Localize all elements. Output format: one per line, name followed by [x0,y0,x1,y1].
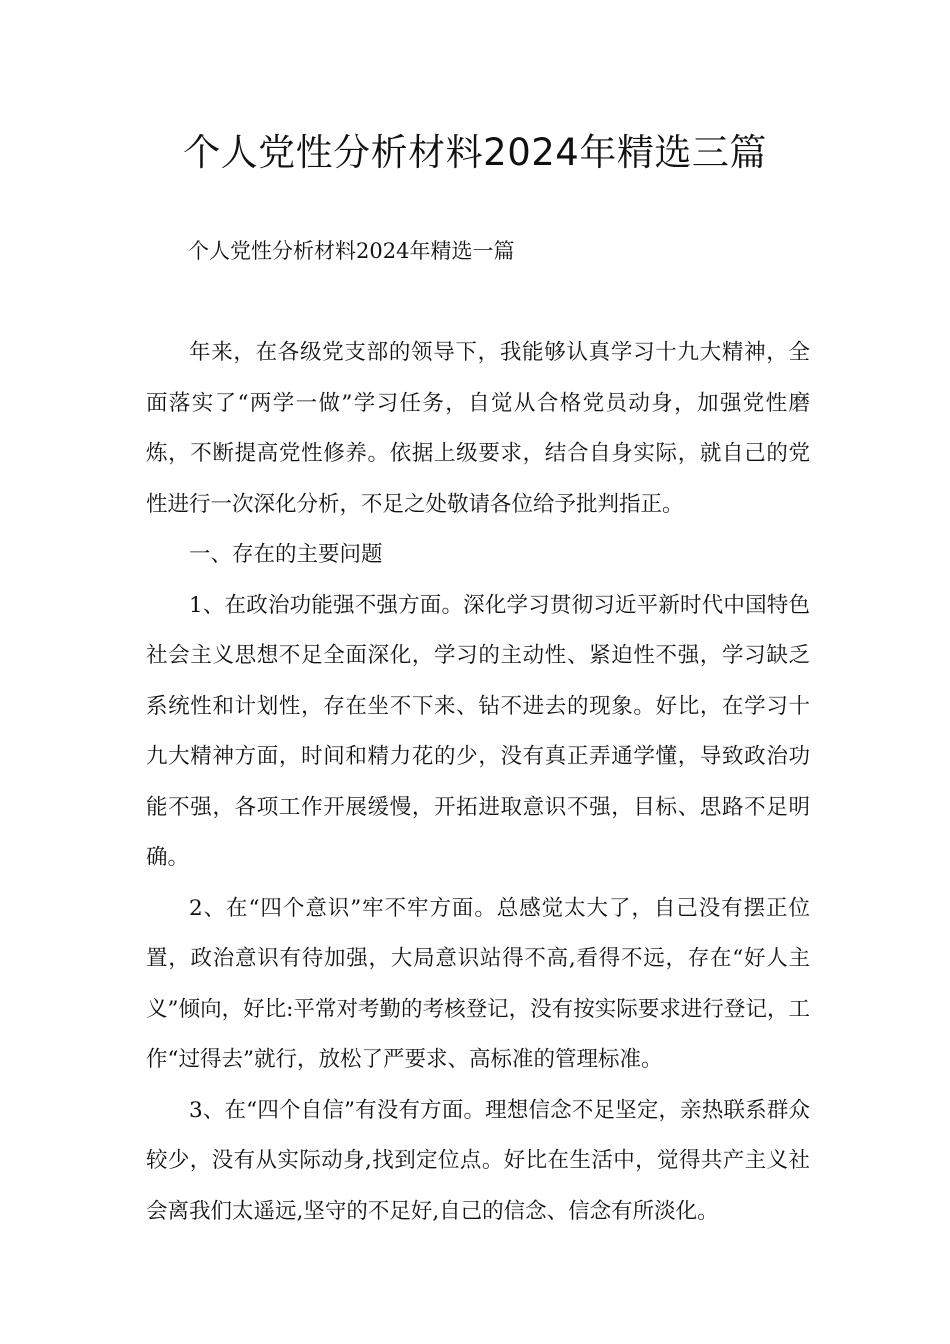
section-heading: 一、存在的主要问题 [189,542,383,567]
paragraph-intro: 年来，在各级党支部的领导下，我能够认真学习十九大精神，全面落实了“两学一做”学习任务，自觉从合格党员动身，加强党性磨炼，不断提高党性修养。依据上级要求，结合自身实际，就自己的党性进行一次深化分析，不足之处敬请各位给予批判指正。 [146,340,810,517]
document-title: 个人党性分析材料2024年精选三篇 [183,131,767,174]
paragraph-item-3: 3、在“四个自信”有没有方面。理想信念不足坚定，亲热联系群众较少，没有从实际动身,找到定位点。好比在生活中，觉得共产主义社会离我们太遥远,坚守的不足好,自己的信念、信念有所淡化。 [146,1097,810,1224]
paragraph-item-1: 1、在政治功能强不强方面。深化学习贯彻习近平新时代中国特色社会主义思想不足全面深化，学习的主动性、紧迫性不强，学习缺乏系统性和计划性，存在坐不下来、钻不进去的现象。好比，在学习十九大精神方面，时间和精力花的少，没有真正弄通学懂，导致政治功能不强，各项工作开展缓慢，开拓进取意识不强，目标、思路不足明确。 [146,592,810,870]
document-body [146,328,810,1237]
paragraph-item-2: 2、在“四个意识”牢不牢方面。总感觉太大了，自己没有摆正位置，政治意识有待加强，大局意识站得不高,看得不远，存在“好人主义”倾向，好比:平常对考勤的考核登记，没有按实际要求进行登记，工作“过得去”就行，放松了严要求、高标准的管理标准。 [146,895,810,1072]
document-subtitle: 个人党性分析材料2024年精选一篇 [188,239,515,263]
